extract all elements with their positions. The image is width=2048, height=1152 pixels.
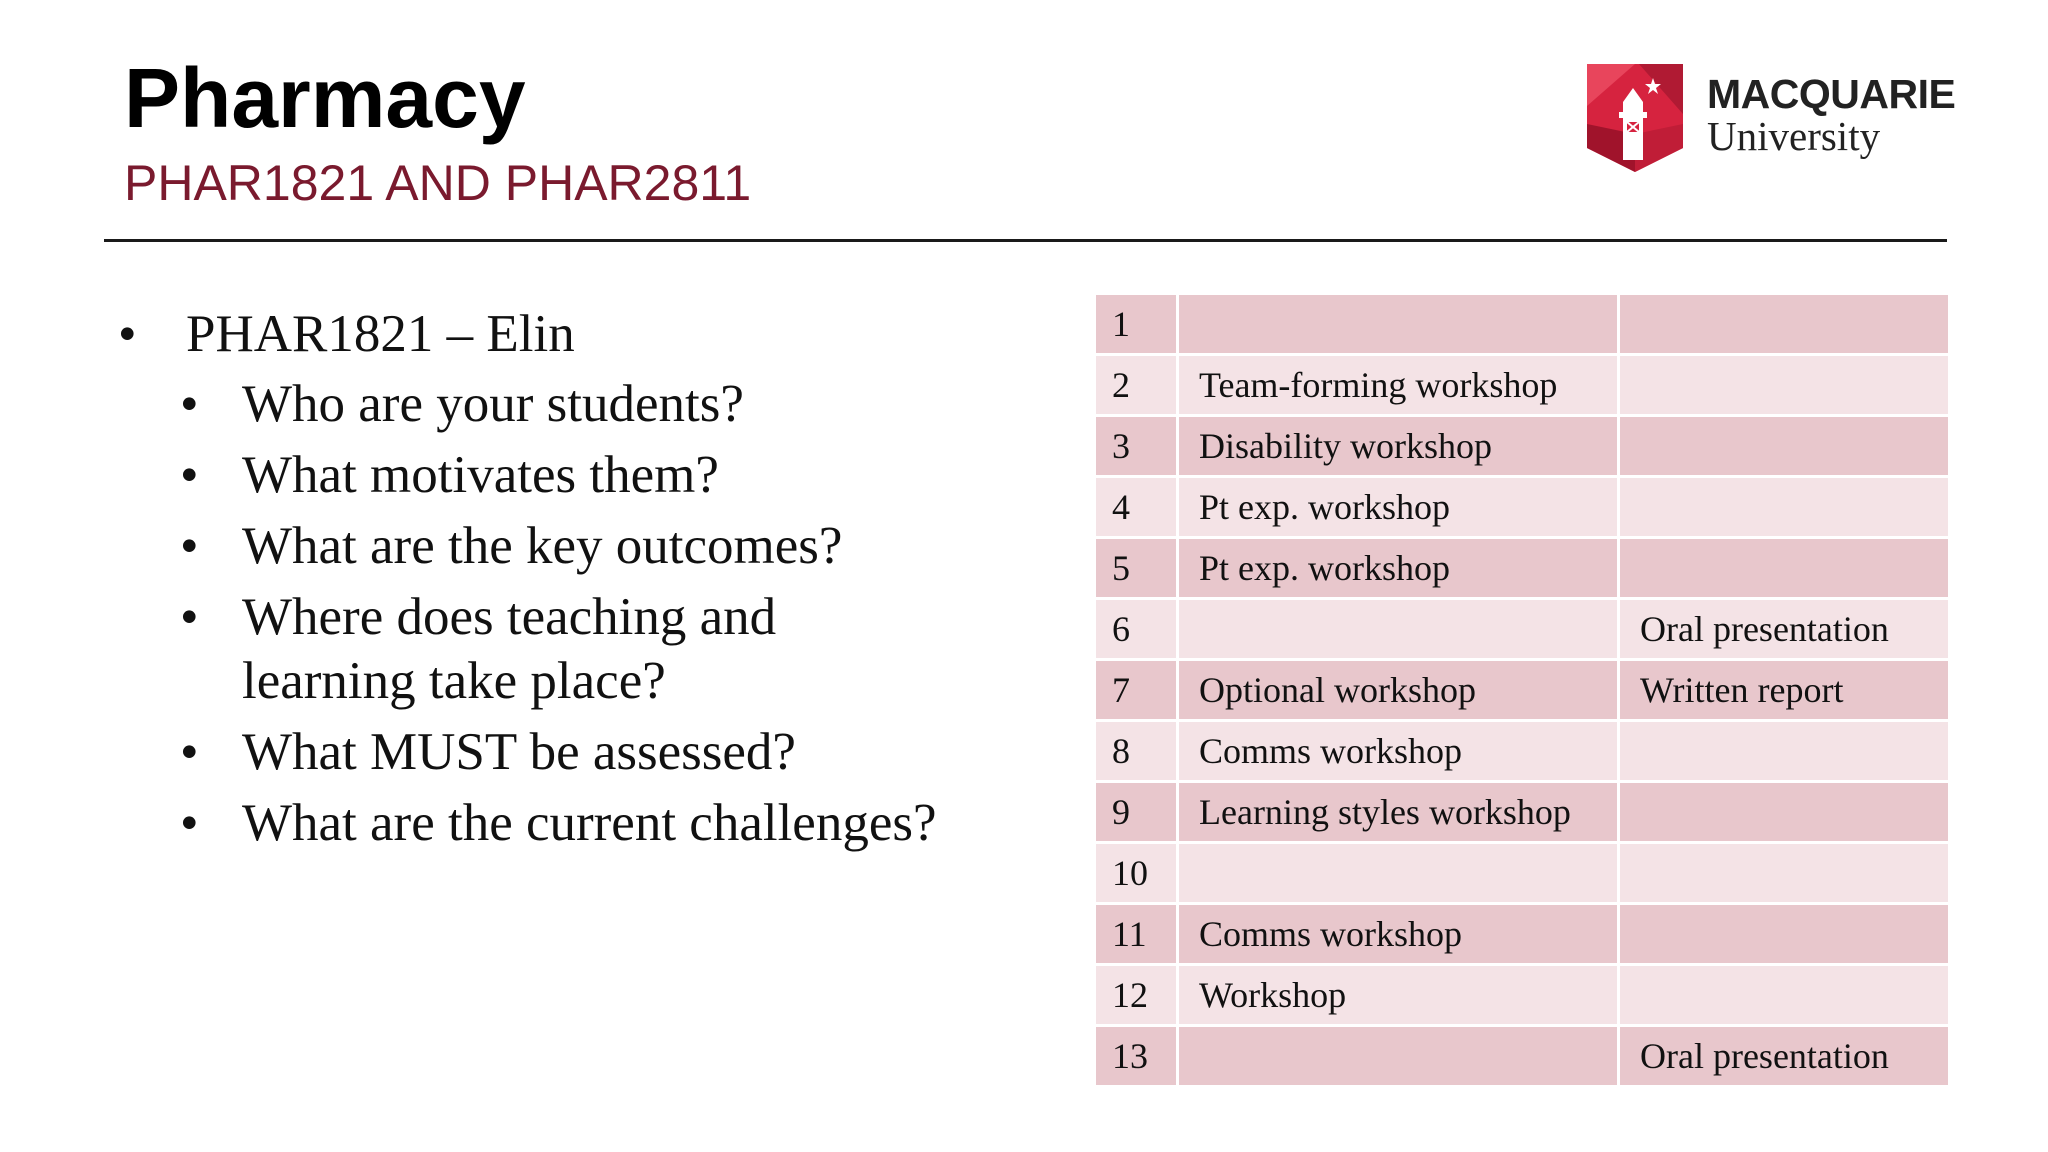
activity-cell: Comms workshop <box>1178 904 1619 965</box>
bullet-item <box>118 302 1038 366</box>
assessment-cell <box>1619 416 1950 477</box>
week-cell: 6 <box>1095 599 1178 660</box>
activity-cell <box>1178 294 1619 355</box>
activity-cell <box>1178 1026 1619 1087</box>
week-cell: 10 <box>1095 843 1178 904</box>
assessment-cell: Written report <box>1619 660 1950 721</box>
sub-bullet-text: What are the key outcomes? <box>242 517 843 575</box>
sub-bullet-text: Where does teaching and learning take place? <box>242 588 777 710</box>
assessment-cell <box>1619 843 1950 904</box>
table-row <box>1095 843 1950 904</box>
week-cell: 9 <box>1095 782 1178 843</box>
sub-bullet-text: What MUST be assessed? <box>242 723 796 781</box>
sub-bullet-item <box>118 720 1038 784</box>
sub-bullet-text: Who are your students? <box>242 375 744 433</box>
activity-cell: Optional workshop <box>1178 660 1619 721</box>
sub-bullet-item <box>118 585 922 713</box>
week-cell: 4 <box>1095 477 1178 538</box>
table-row <box>1095 538 1950 599</box>
slide-title: Pharmacy <box>124 51 526 145</box>
sub-bullet-text: What motivates them? <box>242 446 719 504</box>
table-row <box>1095 904 1950 965</box>
sub-bullet-item <box>118 514 1038 578</box>
assessment-cell <box>1619 965 1950 1026</box>
table-row <box>1095 782 1950 843</box>
assessment-cell: Oral presentation <box>1619 599 1950 660</box>
bullet-marker: • <box>180 375 199 433</box>
assessment-cell <box>1619 904 1950 965</box>
assessment-cell <box>1619 538 1950 599</box>
activity-cell: Pt exp. workshop <box>1178 538 1619 599</box>
slide-subtitle: PHAR1821 AND PHAR2811 <box>124 155 752 211</box>
bullet-marker: • <box>118 305 137 363</box>
sub-bullet-item <box>118 372 1038 436</box>
assessment-cell <box>1619 294 1950 355</box>
activity-cell <box>1178 843 1619 904</box>
table-row <box>1095 416 1950 477</box>
bullet-text: PHAR1821 – Elin <box>186 305 575 363</box>
university-logo <box>1587 64 1956 174</box>
schedule-table <box>1093 292 1951 1088</box>
sub-bullet-item <box>118 443 1038 507</box>
table-row <box>1095 1026 1950 1087</box>
week-cell: 12 <box>1095 965 1178 1026</box>
bullet-marker: • <box>180 446 199 504</box>
week-cell: 3 <box>1095 416 1178 477</box>
table-row <box>1095 660 1950 721</box>
activity-cell: Comms workshop <box>1178 721 1619 782</box>
table-row <box>1095 599 1950 660</box>
bullet-marker: • <box>180 588 199 646</box>
week-cell: 2 <box>1095 355 1178 416</box>
table-row <box>1095 721 1950 782</box>
bullet-marker: • <box>180 794 199 852</box>
table-row <box>1095 355 1950 416</box>
week-cell: 5 <box>1095 538 1178 599</box>
assessment-cell <box>1619 782 1950 843</box>
assessment-cell: Oral presentation <box>1619 1026 1950 1087</box>
assessment-cell <box>1619 355 1950 416</box>
assessment-cell <box>1619 477 1950 538</box>
activity-cell: Pt exp. workshop <box>1178 477 1619 538</box>
activity-cell <box>1178 599 1619 660</box>
activity-cell: Team-forming workshop <box>1178 355 1619 416</box>
week-cell: 11 <box>1095 904 1178 965</box>
table-row <box>1095 477 1950 538</box>
logo-subtitle: University <box>1707 113 1881 159</box>
sub-bullet-list <box>118 372 1038 855</box>
sub-bullet-item <box>118 791 1038 855</box>
table-row <box>1095 294 1950 355</box>
activity-cell: Workshop <box>1178 965 1619 1026</box>
week-cell: 7 <box>1095 660 1178 721</box>
table-row <box>1095 965 1950 1026</box>
assessment-cell <box>1619 721 1950 782</box>
bullet-list <box>118 302 1038 862</box>
activity-cell: Learning styles workshop <box>1178 782 1619 843</box>
header-divider <box>104 239 1947 242</box>
week-cell: 13 <box>1095 1026 1178 1087</box>
bullet-marker: • <box>180 723 199 781</box>
sub-bullet-text: What are the current challenges? <box>242 794 937 852</box>
macquarie-lighthouse-shield-icon <box>1587 64 1683 172</box>
week-cell: 1 <box>1095 294 1178 355</box>
logo-wordmark: MACQUARIE <box>1707 71 1956 117</box>
bullet-marker: • <box>180 517 199 575</box>
activity-cell: Disability workshop <box>1178 416 1619 477</box>
week-cell: 8 <box>1095 721 1178 782</box>
